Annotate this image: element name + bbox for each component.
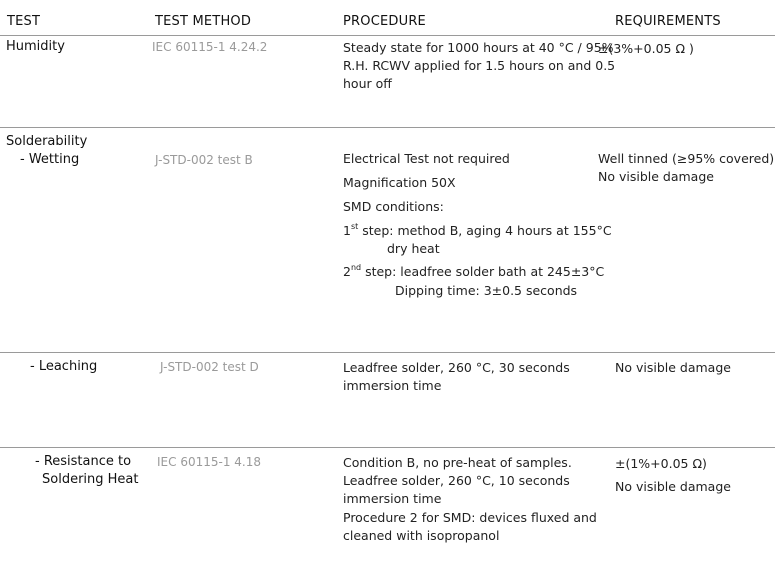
step-text: step: method B, aging 4 hours at 155°C (358, 223, 612, 238)
requirement-line: ±(1%+0.05 Ω) (615, 456, 707, 471)
step-ordinal: st (350, 221, 359, 231)
row-divider (0, 447, 775, 448)
procedure-line: Leadfree solder, 260 °C, 30 seconds (343, 360, 570, 375)
test-subname: Soldering Heat (42, 472, 139, 487)
step-number: 2 (343, 264, 351, 279)
procedure-line: immersion time (343, 378, 442, 393)
procedure-line: Condition B, no pre-heat of samples. (343, 455, 572, 470)
test-name: Solderability (6, 134, 88, 149)
header-procedure: PROCEDURE (343, 14, 426, 29)
test-subname: - Resistance to (35, 454, 132, 469)
step-text: step: leadfree solder bath at 245±3°C (361, 264, 605, 279)
test-method: J-STD-002 test D (160, 360, 259, 374)
procedure-line: Magnification 50X (343, 175, 456, 190)
procedure-step-2 (343, 263, 604, 281)
row-divider (0, 352, 775, 353)
procedure-line: SMD conditions: (343, 199, 444, 214)
procedure-step-1 (343, 222, 612, 240)
test-subname: - Leaching (30, 359, 98, 374)
header-divider (0, 35, 775, 36)
test-name: Humidity (6, 39, 65, 54)
step-ordinal: nd (350, 262, 362, 272)
requirement-line: No visible damage (615, 360, 731, 375)
row-divider (0, 127, 775, 128)
procedure-line: cleaned with isopropanol (343, 528, 500, 543)
header-test: TEST (7, 14, 41, 29)
requirement-line: No visible damage (615, 479, 731, 494)
requirement-line: Well tinned (≥95% covered) (598, 151, 775, 166)
procedure-line: Electrical Test not required (343, 151, 510, 166)
test-method: IEC 60115-1 4.24.2 (152, 40, 268, 54)
procedure-line: hour off (343, 76, 392, 91)
step-number: 1 (343, 223, 351, 238)
procedure-line: Procedure 2 for SMD: devices fluxed and (343, 510, 597, 525)
procedure-line: Dipping time: 3±0.5 seconds (395, 283, 578, 298)
requirement-line: No visible damage (598, 169, 714, 184)
header-requirements: REQUIREMENTS (615, 14, 721, 29)
procedure-line: dry heat (387, 241, 440, 256)
procedure-line: immersion time (343, 491, 442, 506)
test-method: IEC 60115-1 4.18 (157, 455, 261, 469)
header-test-method: TEST METHOD (155, 14, 252, 29)
requirement-line: ±(3%+0.05 Ω ) (598, 41, 694, 56)
test-method: J-STD-002 test B (155, 153, 253, 167)
procedure-line: Steady state for 1000 hours at 40 °C / 95% (343, 40, 614, 55)
test-subname: - Wetting (20, 152, 80, 167)
procedure-line: Leadfree solder, 260 °C, 10 seconds (343, 473, 570, 488)
procedure-line: R.H. RCWV applied for 1.5 hours on and 0.5 (343, 58, 616, 73)
